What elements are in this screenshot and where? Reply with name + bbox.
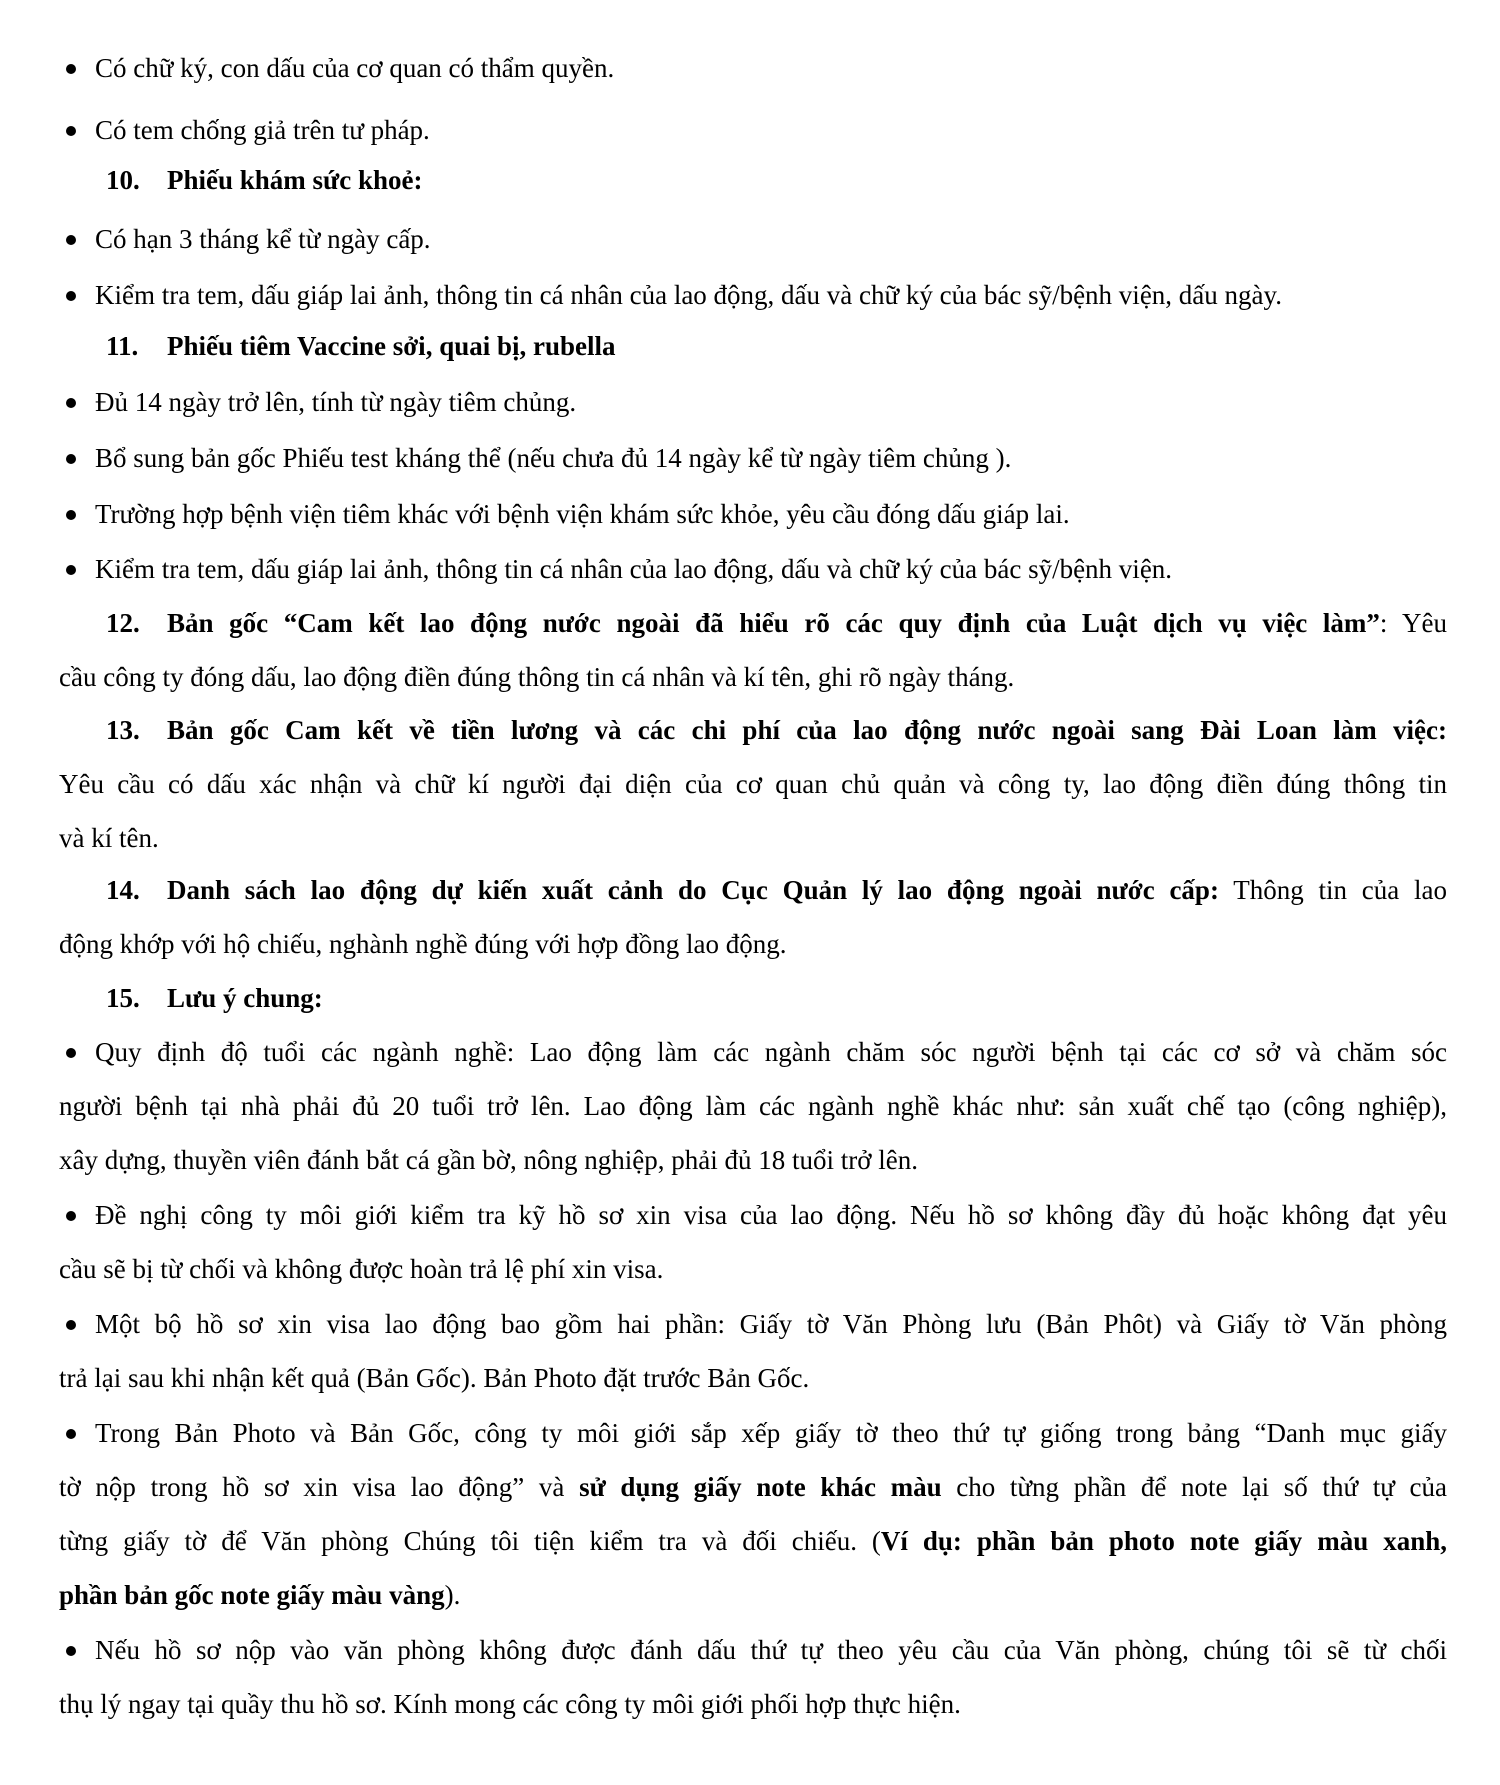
bullet-bold-text: phần bản gốc note giấy màu vàng — [59, 1580, 445, 1610]
bullet-item — [59, 278, 1447, 312]
section-title: Bản gốc “Cam kết lao động nước ngoài đã hiểu rõ các quy định của Luật dịch vụ việc làm” — [167, 608, 1380, 638]
bullet-text: ). — [444, 1580, 461, 1610]
section-title: Danh sách lao động dự kiến xuất cảnh do Cục Quản lý lao động ngoài nước cấp: — [167, 875, 1219, 905]
bullet-text: từng giấy tờ để Văn phòng Chúng tôi tiện kiểm tra và đối chiếu. ( — [59, 1526, 881, 1556]
bullet-text: Có chữ ký, con dấu của cơ quan có thẩm quyền. — [95, 53, 615, 83]
bullet-item — [59, 441, 1447, 475]
section-title: Lưu ý chung: — [167, 983, 323, 1013]
bullet-text-line: Đề nghị công ty môi giới kiểm tra kỹ hồ sơ xin visa của lao động. Nếu hồ sơ không đầy đủ hoặc không đạt yêu — [59, 1198, 1447, 1232]
section-number: 15. — [106, 983, 140, 1013]
section-heading-11 — [59, 329, 1447, 363]
section-heading-10 — [59, 163, 1447, 197]
section-number: 13. — [106, 715, 140, 745]
bullet-text: tờ nộp trong hồ sơ xin visa lao động” và — [59, 1472, 580, 1502]
section-number: 14. — [106, 875, 140, 905]
bullet-item — [59, 51, 1447, 85]
bullet-text: Đủ 14 ngày trở lên, tính từ ngày tiêm chủng. — [95, 387, 577, 417]
section-text-line: : Yêu — [1379, 608, 1448, 638]
section-heading-13 — [59, 713, 1447, 747]
bullet-text-line: trả lại sau khi nhận kết quả (Bản Gốc). Bản Photo đặt trước Bản Gốc. — [59, 1363, 810, 1393]
bullet-text: cho từng phần để note lại số thứ tự của — [941, 1472, 1447, 1502]
bullet-item — [59, 552, 1447, 586]
bullet-text-line: cầu sẽ bị từ chối và không được hoàn trả lệ phí xin visa. — [59, 1254, 664, 1284]
bullet-text-line: Quy định độ tuổi các ngành nghề: Lao động làm các ngành chăm sóc người bệnh tại các cơ sở và chăm sóc — [59, 1035, 1447, 1069]
bullet-text-line — [59, 1578, 1447, 1612]
bullet-text: Có tem chống giả trên tư pháp. — [95, 115, 430, 145]
bullet-bold-text: sử dụng giấy note khác màu — [579, 1472, 942, 1502]
section-heading-15 — [59, 981, 1447, 1015]
section-number: 12. — [106, 608, 140, 638]
section-title: Phiếu khám sức khoẻ: — [167, 165, 423, 195]
bullet-text: Có hạn 3 tháng kể từ ngày cấp. — [95, 224, 431, 254]
bullet-text: Bổ sung bản gốc Phiếu test kháng thể (nếu chưa đủ 14 ngày kể từ ngày tiêm chủng ). — [95, 443, 1012, 473]
section-text-line: và kí tên. — [59, 823, 159, 853]
section-text-line: cầu công ty đóng dấu, lao động điền đúng thông tin cá nhân và kí tên, ghi rõ ngày tháng. — [59, 662, 1015, 692]
bullet-text: Kiểm tra tem, dấu giáp lai ảnh, thông tin cá nhân của lao động, dấu và chữ ký của bác sỹ/bệnh viện, dấu ngày. — [95, 280, 1283, 310]
section-text-line: Thông tin của lao — [1218, 875, 1448, 905]
bullet-item — [59, 497, 1447, 531]
section-title: Bản gốc Cam kết về tiền lương và các chi phí của lao động nước ngoài sang Đài Loan làm việc: — [167, 715, 1447, 745]
section-heading-14 — [59, 873, 1447, 907]
bullet-item — [59, 385, 1447, 419]
bullet-text-line: Một bộ hồ sơ xin visa lao động bao gồm hai phần: Giấy tờ Văn Phòng lưu (Bản Phôt) và Giấy tờ Văn phòng — [59, 1307, 1447, 1341]
bullet-text-line: người bệnh tại nhà phải đủ 20 tuổi trở lên. Lao động làm các ngành nghề khác như: sản xuất chế tạo (công nghiệp), — [59, 1091, 1447, 1121]
bullet-item — [59, 113, 1447, 147]
bullet-text-line — [59, 1416, 1447, 1450]
section-title: Phiếu tiêm Vaccine sởi, quai bị, rubella — [167, 331, 616, 361]
section-heading-12 — [59, 606, 1447, 640]
section-text-line: Yêu cầu có dấu xác nhận và chữ kí người đại diện của cơ quan chủ quản và công ty, lao động điền đúng thông tin — [59, 769, 1447, 799]
bullet-text: Trường hợp bệnh viện tiêm khác với bệnh viện khám sức khỏe, yêu cầu đóng dấu giáp lai. — [95, 499, 1070, 529]
bullet-item — [59, 222, 1447, 256]
bullet-text-line — [59, 1524, 1447, 1558]
bullet-text-line: thụ lý ngay tại quầy thu hồ sơ. Kính mong các công ty môi giới phối hợp thực hiện. — [59, 1689, 961, 1719]
bullet-text: Kiểm tra tem, dấu giáp lai ảnh, thông tin cá nhân của lao động, dấu và chữ ký của bác sỹ/bệnh viện. — [95, 554, 1173, 584]
bullet-text-line: Nếu hồ sơ nộp vào văn phòng không được đánh dấu thứ tự theo yêu cầu của Văn phòng, chúng tôi sẽ từ chối — [59, 1633, 1447, 1667]
bullet-text: Trong Bản Photo và Bản Gốc, công ty môi giới sắp xếp giấy tờ theo thứ tự giống trong bảng “Danh mục giấy — [95, 1418, 1447, 1448]
section-number: 11. — [106, 331, 139, 361]
section-text-line: động khớp với hộ chiếu, nghành nghề đúng với hợp đồng lao động. — [59, 929, 787, 959]
bullet-bold-text: Ví dụ: phần bản photo note giấy màu xanh, — [880, 1526, 1447, 1556]
bullet-text-line: xây dựng, thuyền viên đánh bắt cá gần bờ, nông nghiệp, phải đủ 18 tuổi trở lên. — [59, 1145, 919, 1175]
bullet-text-line — [59, 1470, 1447, 1504]
section-number: 10. — [106, 165, 140, 195]
